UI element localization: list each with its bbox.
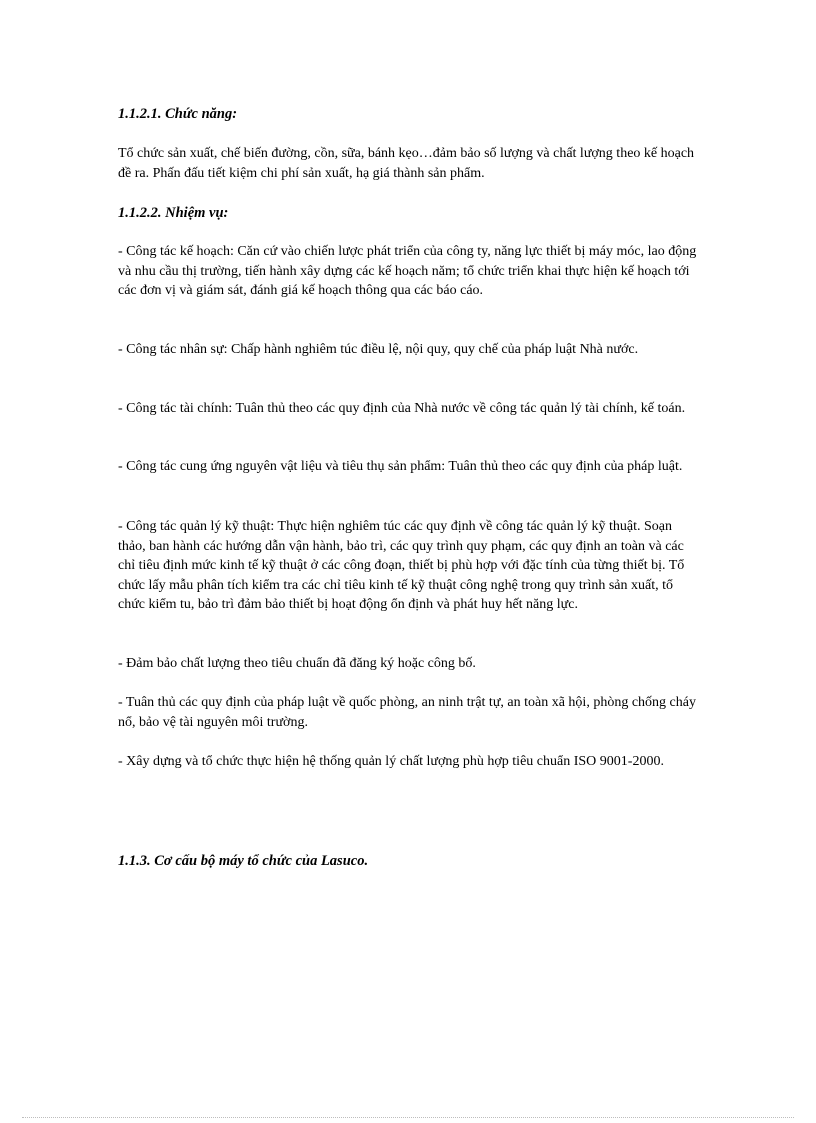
page-bottom-divider [22, 1117, 794, 1118]
heading-structure: 1.1.3. Cơ cấu bộ máy tổ chức của Lasuco. [118, 853, 369, 869]
duty-item-compliance: - Tuân thủ các quy định của pháp luật về quốc phòng, an ninh trật tự, an toàn xã hội, phòng chống cháy nổ, bảo vệ tài nguyên môi trường. [118, 695, 696, 730]
duty-item-supply: - Công tác cung ứng nguyên vật liệu và tiêu thụ sản phẩm: Tuân thủ theo các quy định của pháp luật. [118, 459, 683, 474]
duty-item-technical: - Công tác quản lý kỹ thuật: Thực hiện nghiêm túc các quy định về công tác quản lý kỹ thuật. Soạn thảo, ban hành các hướng dẫn vận hành, bảo trì, các quy trình quy phạm, các quy định an toàn và các chỉ tiêu định mức kinh tế kỹ thuật ở các công đoạn, thiết bị phù hợp với đặc tính của từng thiết bị. Tổ chức lấy mẫu phân tích kiểm tra các chỉ tiêu kinh tế kỹ thuật công nghệ trong quy trình sản xuất, tổ chức kiểm tu, bảo trì đảm bảo thiết bị hoạt động ổn định và phát huy hết năng lực. [118, 519, 685, 612]
heading-function: 1.1.2.1. Chức năng: [118, 106, 238, 122]
heading-duties: 1.1.2.2. Nhiệm vụ: [118, 205, 229, 221]
paragraph-function: Tổ chức sản xuất, chế biến đường, cồn, sữa, bánh kẹo…đảm bảo số lượng và chất lượng theo kế hoạch đề ra. Phấn đấu tiết kiệm chi phí sản xuất, hạ giá thành sản phẩm. [118, 146, 695, 181]
duty-item-planning: - Công tác kế hoạch: Căn cứ vào chiến lược phát triển của công ty, năng lực thiết bị máy móc, lao động và nhu cầu thị trường, tiến hành xây dựng các kế hoạch năm; tổ chức triển khai thực hiện kế hoạch tới các đơn vị và giám sát, đánh giá kế hoạch thông qua các báo cáo. [118, 244, 697, 298]
duty-item-personnel: - Công tác nhân sự: Chấp hành nghiêm túc điều lệ, nội quy, quy chế của pháp luật Nhà nước. [118, 342, 639, 357]
duty-item-finance: - Công tác tài chính: Tuân thủ theo các quy định của Nhà nước về công tác quản lý tài chính, kế toán. [118, 401, 686, 416]
duty-item-iso: - Xây dựng và tổ chức thực hiện hệ thống quản lý chất lượng phù hợp tiêu chuẩn ISO 9001-2000. [118, 754, 664, 769]
duty-item-quality: - Đảm bảo chất lượng theo tiêu chuẩn đã đăng ký hoặc công bố. [118, 656, 476, 671]
